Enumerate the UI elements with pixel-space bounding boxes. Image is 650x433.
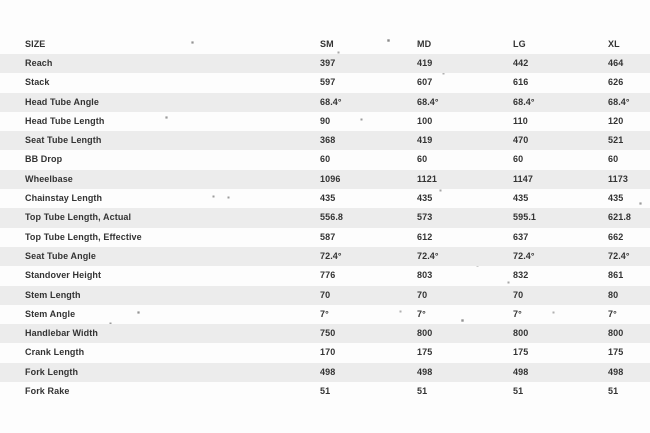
row-label: Chainstay Length <box>25 193 103 204</box>
cell-value: 72.4° <box>417 247 513 266</box>
row-label: Seat Tube Angle <box>0 247 320 266</box>
row-label: Stack <box>25 77 50 88</box>
cell-value: 51 <box>320 386 331 397</box>
cell-value: 51 <box>417 386 428 397</box>
cell-value: 498 <box>320 363 417 382</box>
column-header-size: SIZE <box>25 39 46 49</box>
cell-value: 597 <box>320 77 336 88</box>
row-label: BB Drop <box>25 154 63 165</box>
row-label: Reach <box>0 54 320 73</box>
cell-value: 170 <box>320 347 336 358</box>
cell-value: 1147 <box>513 170 608 189</box>
noise-speckles <box>0 0 1 1</box>
column-header-lg: LG <box>513 39 526 49</box>
cell-value: 776 <box>320 270 336 281</box>
row-label: Crank Length <box>25 347 85 358</box>
cell-value: 7° <box>320 308 329 319</box>
cell-value: 435 <box>608 193 624 204</box>
cell-value: 616 <box>513 77 529 88</box>
table-row <box>0 73 650 92</box>
table-row <box>0 93 650 112</box>
cell-value: 7° <box>608 308 617 319</box>
cell-value: 60 <box>513 154 524 165</box>
row-label: Head Tube Angle <box>0 93 320 112</box>
geometry-table-body <box>0 54 650 401</box>
cell-value: 662 <box>608 231 624 242</box>
cell-value: 442 <box>513 54 608 73</box>
table-row <box>0 266 650 285</box>
cell-value: 750 <box>320 324 417 343</box>
column-header-sm: SM <box>320 39 334 49</box>
column-header-xl: XL <box>608 39 620 49</box>
cell-value: 435 <box>417 193 433 204</box>
cell-value: 607 <box>417 77 433 88</box>
cell-value: 68.4° <box>608 93 650 112</box>
table-row <box>0 363 650 382</box>
cell-value: 637 <box>513 231 529 242</box>
cell-value: 498 <box>417 363 513 382</box>
geometry-table <box>0 34 650 401</box>
row-label: Fork Rake <box>25 386 70 397</box>
cell-value: 803 <box>417 270 433 281</box>
cell-value: 435 <box>513 193 529 204</box>
cell-value: 470 <box>513 131 608 150</box>
cell-value: 70 <box>513 286 608 305</box>
row-label: Stem Length <box>0 286 320 305</box>
cell-value: 521 <box>608 131 650 150</box>
cell-value: 100 <box>417 115 433 126</box>
cell-value: 800 <box>608 324 650 343</box>
column-header-md: MD <box>417 39 432 49</box>
cell-value: 800 <box>513 324 608 343</box>
cell-value: 72.4° <box>513 247 608 266</box>
cell-value: 464 <box>608 54 650 73</box>
row-label: Handlebar Width <box>0 324 320 343</box>
table-row <box>0 247 650 266</box>
cell-value: 397 <box>320 54 417 73</box>
table-row <box>0 170 650 189</box>
cell-value: 595.1 <box>513 208 608 227</box>
cell-value: 626 <box>608 77 624 88</box>
cell-value: 72.4° <box>608 247 650 266</box>
row-label: Top Tube Length, Actual <box>0 208 320 227</box>
cell-value: 90 <box>320 115 331 126</box>
cell-value: 51 <box>608 386 619 397</box>
cell-value: 72.4° <box>320 247 417 266</box>
cell-value: 68.4° <box>417 93 513 112</box>
cell-value: 7° <box>513 308 522 319</box>
cell-value: 1096 <box>320 170 417 189</box>
row-label: Standover Height <box>25 270 102 281</box>
table-row <box>0 208 650 227</box>
cell-value: 1173 <box>608 170 650 189</box>
cell-value: 68.4° <box>513 93 608 112</box>
cell-value: 368 <box>320 131 417 150</box>
cell-value: 60 <box>417 154 428 165</box>
table-row <box>0 189 650 208</box>
table-row <box>0 343 650 362</box>
cell-value: 1121 <box>417 170 513 189</box>
cell-value: 175 <box>513 347 529 358</box>
cell-value: 68.4° <box>320 93 417 112</box>
cell-value: 832 <box>513 270 529 281</box>
cell-value: 70 <box>417 286 513 305</box>
table-row <box>0 228 650 247</box>
row-label: Stem Angle <box>25 308 76 319</box>
row-label: Seat Tube Length <box>0 131 320 150</box>
cell-value: 7° <box>417 308 426 319</box>
table-row <box>0 286 650 305</box>
cell-value: 612 <box>417 231 433 242</box>
cell-value: 51 <box>513 386 524 397</box>
cell-value: 621.8 <box>608 208 650 227</box>
cell-value: 60 <box>320 154 331 165</box>
row-label: Wheelbase <box>0 170 320 189</box>
table-row <box>0 131 650 150</box>
cell-value: 80 <box>608 286 650 305</box>
cell-value: 419 <box>417 131 513 150</box>
cell-value: 800 <box>417 324 513 343</box>
cell-value: 120 <box>608 115 624 126</box>
table-header-row <box>0 34 650 54</box>
cell-value: 498 <box>513 363 608 382</box>
cell-value: 175 <box>417 347 433 358</box>
table-row <box>0 324 650 343</box>
cell-value: 861 <box>608 270 624 281</box>
row-label: Top Tube Length, Effective <box>25 231 142 242</box>
cell-value: 175 <box>608 347 624 358</box>
table-row <box>0 382 650 401</box>
table-row <box>0 54 650 73</box>
row-label: Head Tube Length <box>25 115 105 126</box>
cell-value: 70 <box>320 286 417 305</box>
row-label: Fork Length <box>0 363 320 382</box>
table-row <box>0 112 650 131</box>
cell-value: 573 <box>417 208 513 227</box>
cell-value: 587 <box>320 231 336 242</box>
table-row <box>0 150 650 169</box>
cell-value: 556.8 <box>320 208 417 227</box>
cell-value: 110 <box>513 115 528 126</box>
table-row <box>0 305 650 324</box>
cell-value: 498 <box>608 363 650 382</box>
cell-value: 435 <box>320 193 336 204</box>
cell-value: 60 <box>608 154 619 165</box>
cell-value: 419 <box>417 54 513 73</box>
